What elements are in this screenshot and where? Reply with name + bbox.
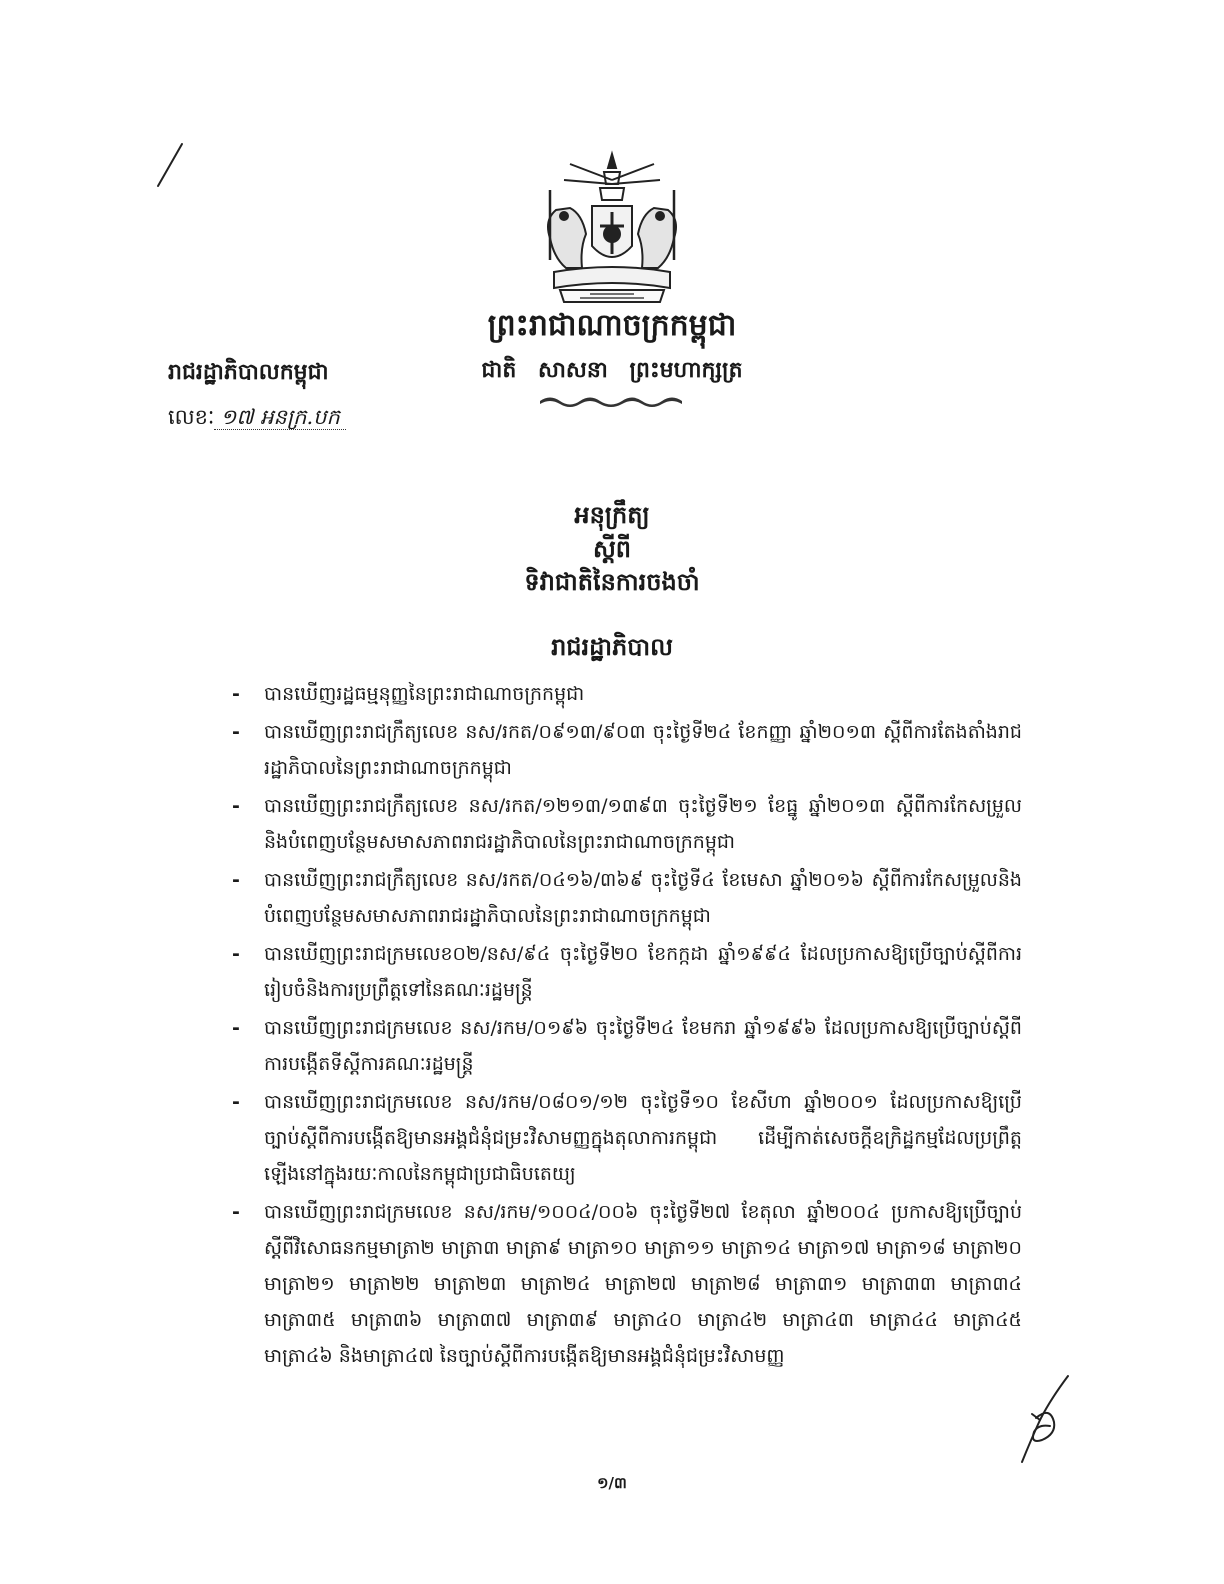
clause-text: បានឃើញព្រះរាជក្រឹត្យលេខ នស/រកត/១២១៣/១៣៩៣ ចុះថ្ងៃទី២១ ខែធ្នូ ឆ្នាំ២០១៣ ស្តីពីការកែសម្រួលនិងបំពេញបន្ថែមសមាសភាពរាជរដ្ឋាភិបាលនៃព្រះរាជាណាចក្រកម្ពុជា	[264, 795, 1022, 853]
clause-list	[232, 676, 1022, 1376]
clause-item	[232, 676, 1022, 712]
clause-text: បានឃើញព្រះរាជក្រមលេខ នស/រកម/០១៩៦ ចុះថ្ងៃទី២៤ ខែមករា ឆ្នាំ១៩៩៦ ដែលប្រកាសឱ្យប្រើច្បាប់ស្តីពីការបង្កើតទីស្តីការគណៈរដ្ឋមន្ត្រី	[264, 1017, 1022, 1075]
pen-stroke-mark	[150, 140, 190, 190]
clause-item	[232, 714, 1022, 786]
decree-about-heading: ស្តីពី	[592, 535, 632, 563]
clause-bullet: -	[232, 943, 240, 965]
clause-text: បានឃើញព្រះរាជក្រមលេខ នស/រកម/០៨០១/១២ ចុះថ្ងៃទី១០ ខែសីហា ឆ្នាំ២០០១ ដែលប្រកាសឱ្យប្រើច្បាប់ស្តីពីការបង្កើតឱ្យមានអង្គជំនុំជម្រះវិសាមញ្ញក្នុងតុលាការកម្ពុជា ដើម្បីកាត់សេចក្តីឧក្រិដ្ឋកម្មដែលប្រព្រឹត្តឡើងនៅក្នុងរយៈកាលនៃកម្ពុជាប្រជាធិបតេយ្យ	[264, 1091, 1022, 1185]
clause-bullet: -	[232, 1091, 240, 1113]
clause-bullet: -	[232, 683, 240, 705]
national-motto: ជាតិ សាសនា ព្រះមហាក្សត្រ	[481, 358, 743, 383]
clause-text: បានឃើញព្រះរាជក្រឹត្យលេខ នស/រកត/០៤១៦/៣៦៩ ចុះថ្ងៃទី៤ ខែមេសា ឆ្នាំ២០១៦ ស្តីពីការកែសម្រួលនិងបំពេញបន្ថែមសមាសភាពរាជរដ្ឋាភិបាលនៃព្រះរាជាណាចក្រកម្ពុជា	[264, 869, 1022, 927]
decree-type-heading: អនុក្រឹត្យ	[574, 501, 650, 529]
document-number	[168, 404, 346, 435]
clause-item	[232, 1194, 1022, 1374]
decree-subject-heading: ទិវាជាតិនៃការចងចាំ	[524, 568, 700, 596]
clause-item	[232, 1084, 1022, 1192]
clause-bullet: -	[232, 1017, 240, 1039]
clause-text: បានឃើញរដ្ឋធម្មនុញ្ញនៃព្រះរាជាណាចក្រកម្ពុជា	[264, 683, 585, 705]
ornamental-divider	[536, 392, 686, 410]
issuer-heading: រាជរដ្ឋាភិបាល	[551, 633, 673, 661]
document-number-value: ១៧ អនក្រ.បក	[214, 405, 345, 430]
government-label: រាជរដ្ឋាភិបាលកម្ពុជា	[168, 360, 329, 385]
clause-item	[232, 788, 1022, 860]
clause-bullet: -	[232, 1201, 240, 1223]
royal-coat-of-arms-icon	[530, 150, 694, 306]
handwritten-initial	[1010, 1370, 1080, 1466]
document-number-label: លេខៈ	[168, 405, 215, 429]
clause-text: បានឃើញព្រះរាជក្រមលេខ០២/នស/៩៤ ចុះថ្ងៃទី២០ ខែកក្កដា ឆ្នាំ១៩៩៤ ដែលប្រកាសឱ្យប្រើច្បាប់ស្តីពីការរៀបចំនិងការប្រព្រឹត្តទៅនៃគណៈរដ្ឋមន្ត្រី	[264, 943, 1022, 1001]
clause-bullet: -	[232, 795, 240, 817]
clause-text: បានឃើញព្រះរាជក្រឹត្យលេខ នស/រកត/០៩១៣/៩០៣ ចុះថ្ងៃទី២៤ ខែកញ្ញា ឆ្នាំ២០១៣ ស្តីពីការតែងតាំងរាជរដ្ឋាភិបាលនៃព្រះរាជាណាចក្រកម្ពុជា	[264, 721, 1022, 779]
clause-item	[232, 862, 1022, 934]
clause-item	[232, 936, 1022, 1008]
clause-item	[232, 1010, 1022, 1082]
clause-text: បានឃើញព្រះរាជក្រមលេខ នស/រកម/១០០៤/០០៦ ចុះថ្ងៃទី២៧ ខែតុលា ឆ្នាំ២០០៤ ប្រកាសឱ្យប្រើច្បាប់ស្តីពីវិសោធនកម្មមាត្រា២ មាត្រា៣ មាត្រា៩ មាត្រា១០ មាត្រា១១ មាត្រា១៤ មាត្រា១៧ មាត្រា១៨ មាត្រា២០ មាត្រា២១ មាត្រា២២ មាត្រា២៣ មាត្រា២៤ មាត្រា២៧ មាត្រា២៨ មាត្រា៣១ មាត្រា៣៣ មាត្រា៣៤ មាត្រា៣៥ មាត្រា៣៦ មាត្រា៣៧ មាត្រា៣៩ មាត្រា៤០ មាត្រា៤២ មាត្រា៤៣ មាត្រា៤៤ មាត្រា៤៥ មាត្រា៤៦ និងមាត្រា៤៧ នៃច្បាប់ស្តីពីការបង្កើតឱ្យមានអង្គជំនុំជម្រះវិសាមញ្ញ	[264, 1201, 1022, 1367]
kingdom-title: ព្រះរាជាណាចក្រកម្ពុជា	[487, 308, 737, 343]
clause-bullet: -	[232, 721, 240, 743]
page-number: ១/៣	[597, 1474, 627, 1492]
clause-bullet: -	[232, 869, 240, 891]
